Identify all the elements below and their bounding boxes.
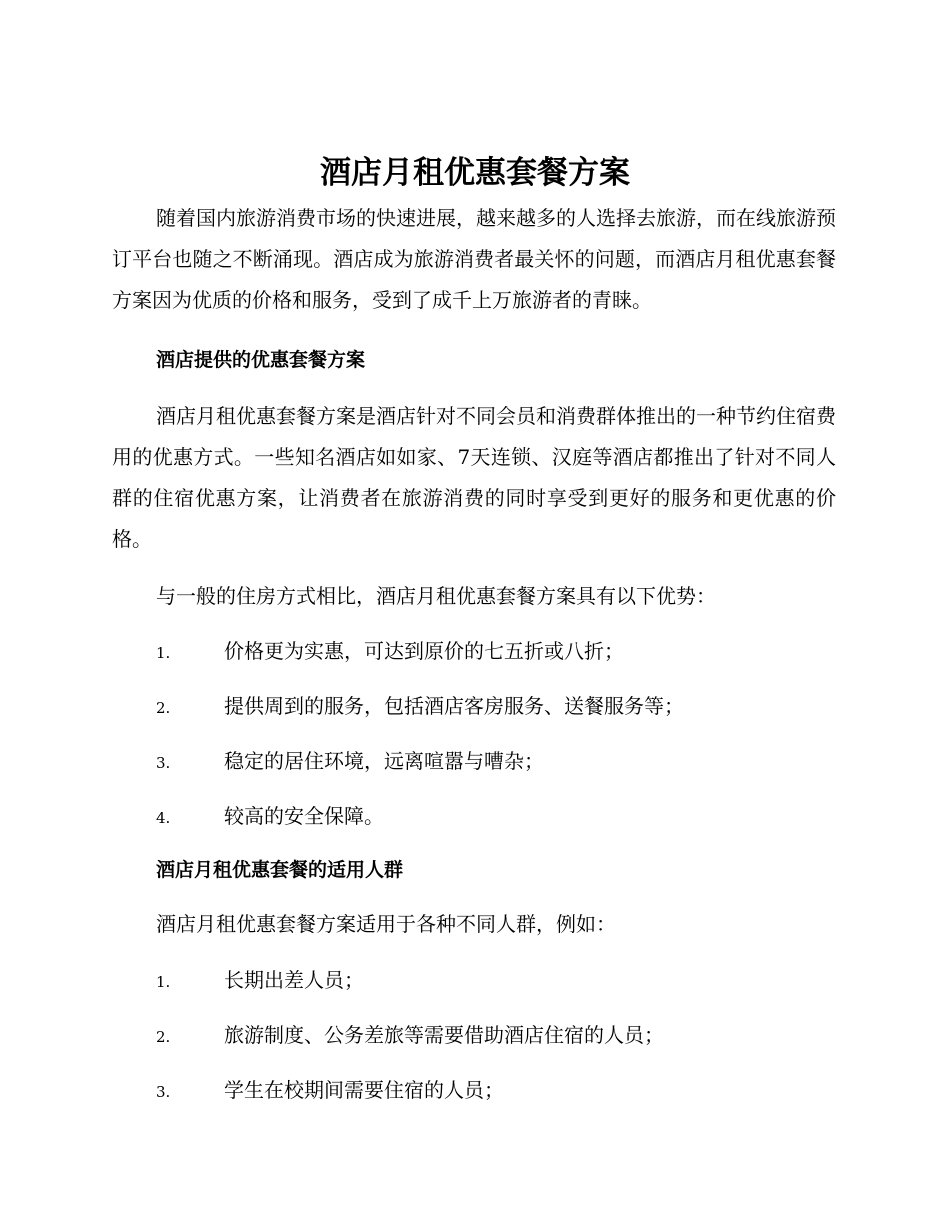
list-number: 2. [156,699,171,717]
list-item [156,1076,504,1106]
list-item [156,966,364,996]
list-number: 3. [156,754,171,772]
list-item [156,637,624,667]
list-number: 4. [156,809,171,827]
list-text: 价格更为实惠，可达到原价的七五折或八折； [224,639,624,663]
list-item [156,692,684,722]
list-number: 3. [156,1083,171,1101]
list-item [156,802,384,832]
list-number: 2. [156,1028,171,1046]
audience-paragraph: 酒店月租优惠套餐方案适用于各种不同人群，例如： [156,912,616,936]
list-item [156,1021,664,1051]
section-heading-offers: 酒店提供的优惠套餐方案 [156,349,366,371]
intro-paragraph: 随着国内旅游消费市场的快速进展，越来越多的人选择去旅游，而在线旅游预订平台也随之不断涌现。酒店成为旅游消费者最关怀的问题，而酒店月租优惠套餐方案因为优质的价格和服务，受到了成千上万旅游者的青睐。 [112,206,836,312]
advantages-intro: 与一般的住房方式相比，酒店月租优惠套餐方案具有以下优势： [156,584,716,608]
list-item [156,747,544,777]
section-heading-audience: 酒店月租优惠套餐的适用人群 [156,859,404,881]
list-number: 1. [156,644,171,662]
offers-paragraph: 酒店月租优惠套餐方案是酒店针对不同会员和消费群体推出的一种节约住宿费用的优惠方式。一些知名酒店如如家、7天连锁、汉庭等酒店都推出了针对不同人群的住宿优惠方案，让消费者在旅游消费的同时享受到更好的服务和更优惠的价格。 [112,404,836,551]
list-text: 旅游制度、公务差旅等需要借助酒店住宿的人员； [224,1023,664,1047]
list-text: 学生在校期间需要住宿的人员； [224,1078,504,1102]
list-text: 长期出差人员； [224,968,364,992]
document-title: 酒店月租优惠套餐方案 [320,155,630,191]
list-text: 较高的安全保障。 [224,804,384,828]
list-text: 提供周到的服务，包括酒店客房服务、送餐服务等； [224,694,684,718]
list-number: 1. [156,973,171,991]
list-text: 稳定的居住环境，远离喧嚣与嘈杂； [224,749,544,773]
